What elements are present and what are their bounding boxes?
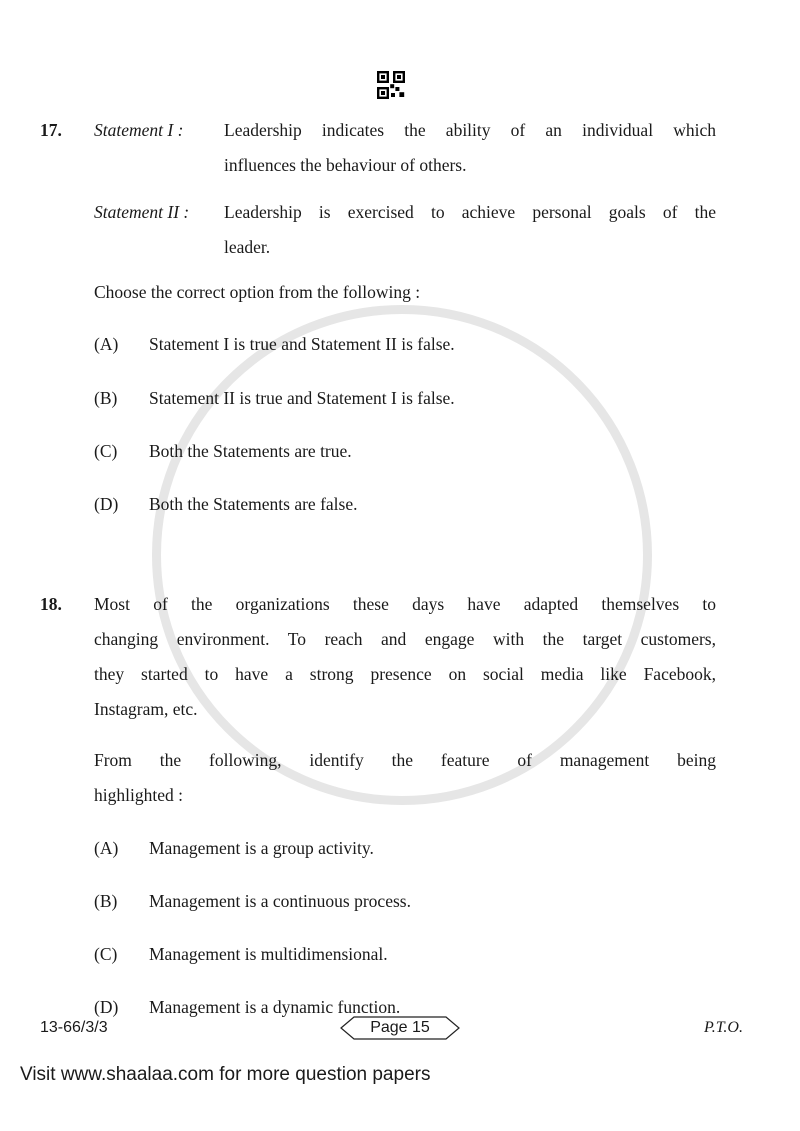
option-letter: (A) bbox=[94, 334, 119, 354]
qr-code-icon bbox=[377, 71, 405, 99]
option-letter: (B) bbox=[94, 388, 118, 408]
option-text: Management is a continuous process. bbox=[149, 891, 411, 911]
statement-1-text: Leadership indicates the ability of an individual which bbox=[224, 120, 716, 140]
option-text: Both the Statements are false. bbox=[149, 494, 358, 514]
question-18-text: changing environment. To reach and engage with the target customers, bbox=[94, 629, 716, 649]
paper-code: 13-66/3/3 bbox=[40, 1019, 108, 1036]
statement-2-text: Leadership is exercised to achieve personal goals of the bbox=[224, 202, 716, 222]
question-18-text: Instagram, etc. bbox=[94, 699, 198, 719]
option-text: Management is a dynamic function. bbox=[149, 997, 401, 1017]
option-letter: (D) bbox=[94, 997, 119, 1017]
option-text: Statement I is true and Statement II is false. bbox=[149, 334, 455, 354]
option-letter: (C) bbox=[94, 944, 118, 964]
question-18-prompt: From the following, identify the feature of management being bbox=[94, 750, 716, 770]
option-text: Management is a group activity. bbox=[149, 838, 374, 858]
statement-2-text: leader. bbox=[224, 237, 271, 257]
question-18-text: Most of the organizations these days have adapted themselves to bbox=[94, 594, 716, 614]
option-letter: (C) bbox=[94, 441, 118, 461]
question-18-text: they started to have a strong presence on social media like Facebook, bbox=[94, 664, 716, 684]
statement-1-label: Statement I : bbox=[94, 120, 184, 140]
option-letter: (D) bbox=[94, 494, 119, 514]
statement-2-label: Statement II : bbox=[94, 202, 190, 222]
visit-link[interactable]: Visit www.shaalaa.com for more question papers bbox=[20, 1064, 431, 1085]
pto-label: P.T.O. bbox=[704, 1019, 743, 1036]
option-letter: (A) bbox=[94, 838, 119, 858]
option-text: Statement II is true and Statement I is false. bbox=[149, 388, 455, 408]
question-18-number: 18. bbox=[40, 594, 62, 614]
option-letter: (B) bbox=[94, 891, 118, 911]
watermark-circle bbox=[152, 305, 652, 805]
question-17-number: 17. bbox=[40, 120, 62, 140]
option-text: Management is multidimensional. bbox=[149, 944, 388, 964]
page-number: Page 15 bbox=[370, 1019, 430, 1036]
statement-1-text: influences the behaviour of others. bbox=[224, 155, 467, 175]
option-text: Both the Statements are true. bbox=[149, 441, 352, 461]
question-17-prompt: Choose the correct option from the following : bbox=[94, 282, 421, 302]
question-18-prompt: highlighted : bbox=[94, 785, 183, 805]
